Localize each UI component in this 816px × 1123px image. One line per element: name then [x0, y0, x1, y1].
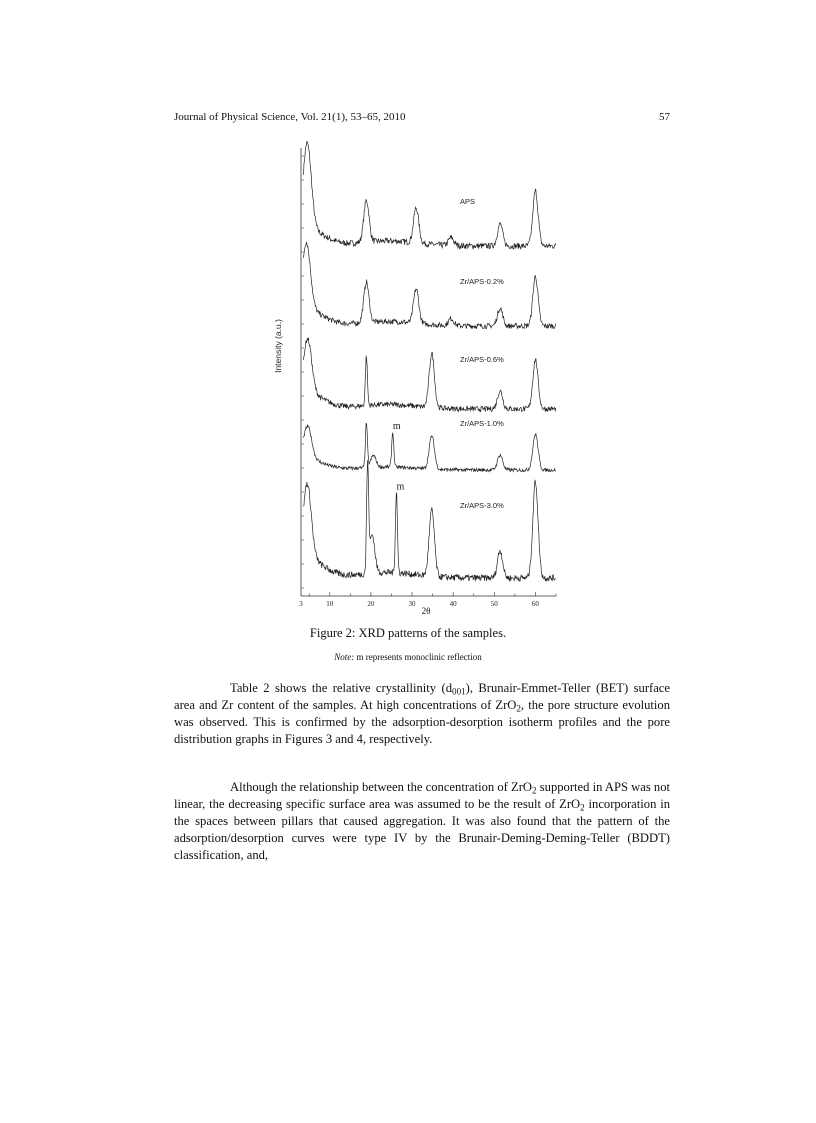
series-label-zr-aps-3-0: Zr/APS-3.0%: [460, 501, 504, 510]
x-tick-label-60: 60: [531, 600, 539, 608]
note-label: Note:: [334, 652, 355, 662]
para2-text-3: incorporation in the spaces between pillars that caused aggregation. It was also found that the pattern of the adsorption/desorption curves were type IV by the Brunair-Deming-Deming-Teller (BDDT) classification, and,: [174, 797, 670, 862]
para2-subscript-2: 2: [580, 802, 585, 813]
paragraph-table-2: [174, 680, 670, 748]
figure-note: [0, 652, 816, 662]
para1-text-1: Table 2 shows the relative crystallinity (d: [230, 681, 453, 695]
para1-subscript-1: 001: [452, 686, 466, 697]
x-tick-label-30: 30: [408, 600, 416, 608]
series-label-aps: APS: [460, 197, 476, 206]
series-line-zr-aps-0-6: [304, 338, 556, 412]
page-number: 57: [659, 111, 670, 123]
series-line-zr-aps-1-0: [304, 423, 556, 472]
series-line-zr-aps-0-2: [304, 242, 556, 328]
x-axis-label: 2θ: [421, 606, 431, 616]
para1-subscript-2: 2: [516, 703, 521, 714]
y-axis-label: Intensity (a.u.): [273, 319, 283, 373]
series-label-zr-aps-1-0: Zr/APS-1.0%: [460, 419, 504, 428]
figure-caption: Figure 2: XRD patterns of the samples.: [309, 626, 507, 640]
x-tick-label-10: 10: [326, 600, 334, 608]
journal-citation: Journal of Physical Science, Vol. 21(1), 53–65, 2010: [174, 111, 406, 123]
series-label-zr-aps-0-6: Zr/APS-0.6%: [460, 355, 504, 364]
x-tick-label-50: 50: [490, 600, 498, 608]
series-line-aps: [304, 142, 556, 249]
series-line-zr-aps-3-0: [304, 460, 556, 581]
x-tick-label-20: 20: [367, 600, 375, 608]
para1-text-2: ), Brunair-Emmet-Teller (BET) surface area and Zr content of the samples. At high concentrations of ZrO: [174, 681, 670, 712]
note-text: m represents monoclinic reflection: [354, 652, 482, 662]
series-label-zr-aps-0-2: Zr/APS-0.2%: [460, 277, 504, 286]
xrd-chart: [264, 138, 560, 624]
para2-text-1: Although the relationship between the concentration of ZrO: [230, 780, 533, 794]
monoclinic-annotation-2: m: [396, 481, 405, 493]
para2-subscript-1: 2: [532, 785, 537, 796]
x-tick-label-40: 40: [449, 600, 457, 608]
paragraph-surface-area: [174, 779, 670, 864]
monoclinic-annotation-1: m: [392, 421, 401, 433]
para2-text-2: supported in APS was not linear, the decreasing specific surface area was assumed to be the result of ZrO: [174, 780, 671, 811]
para1-text-3: , the pore structure evolution was observed. This is confirmed by the adsorption-desorption isotherm profiles and the pore distribution graphs in Figures 3 and 4, respectively.: [174, 698, 671, 746]
x-tick-label-3: 3: [299, 600, 303, 608]
